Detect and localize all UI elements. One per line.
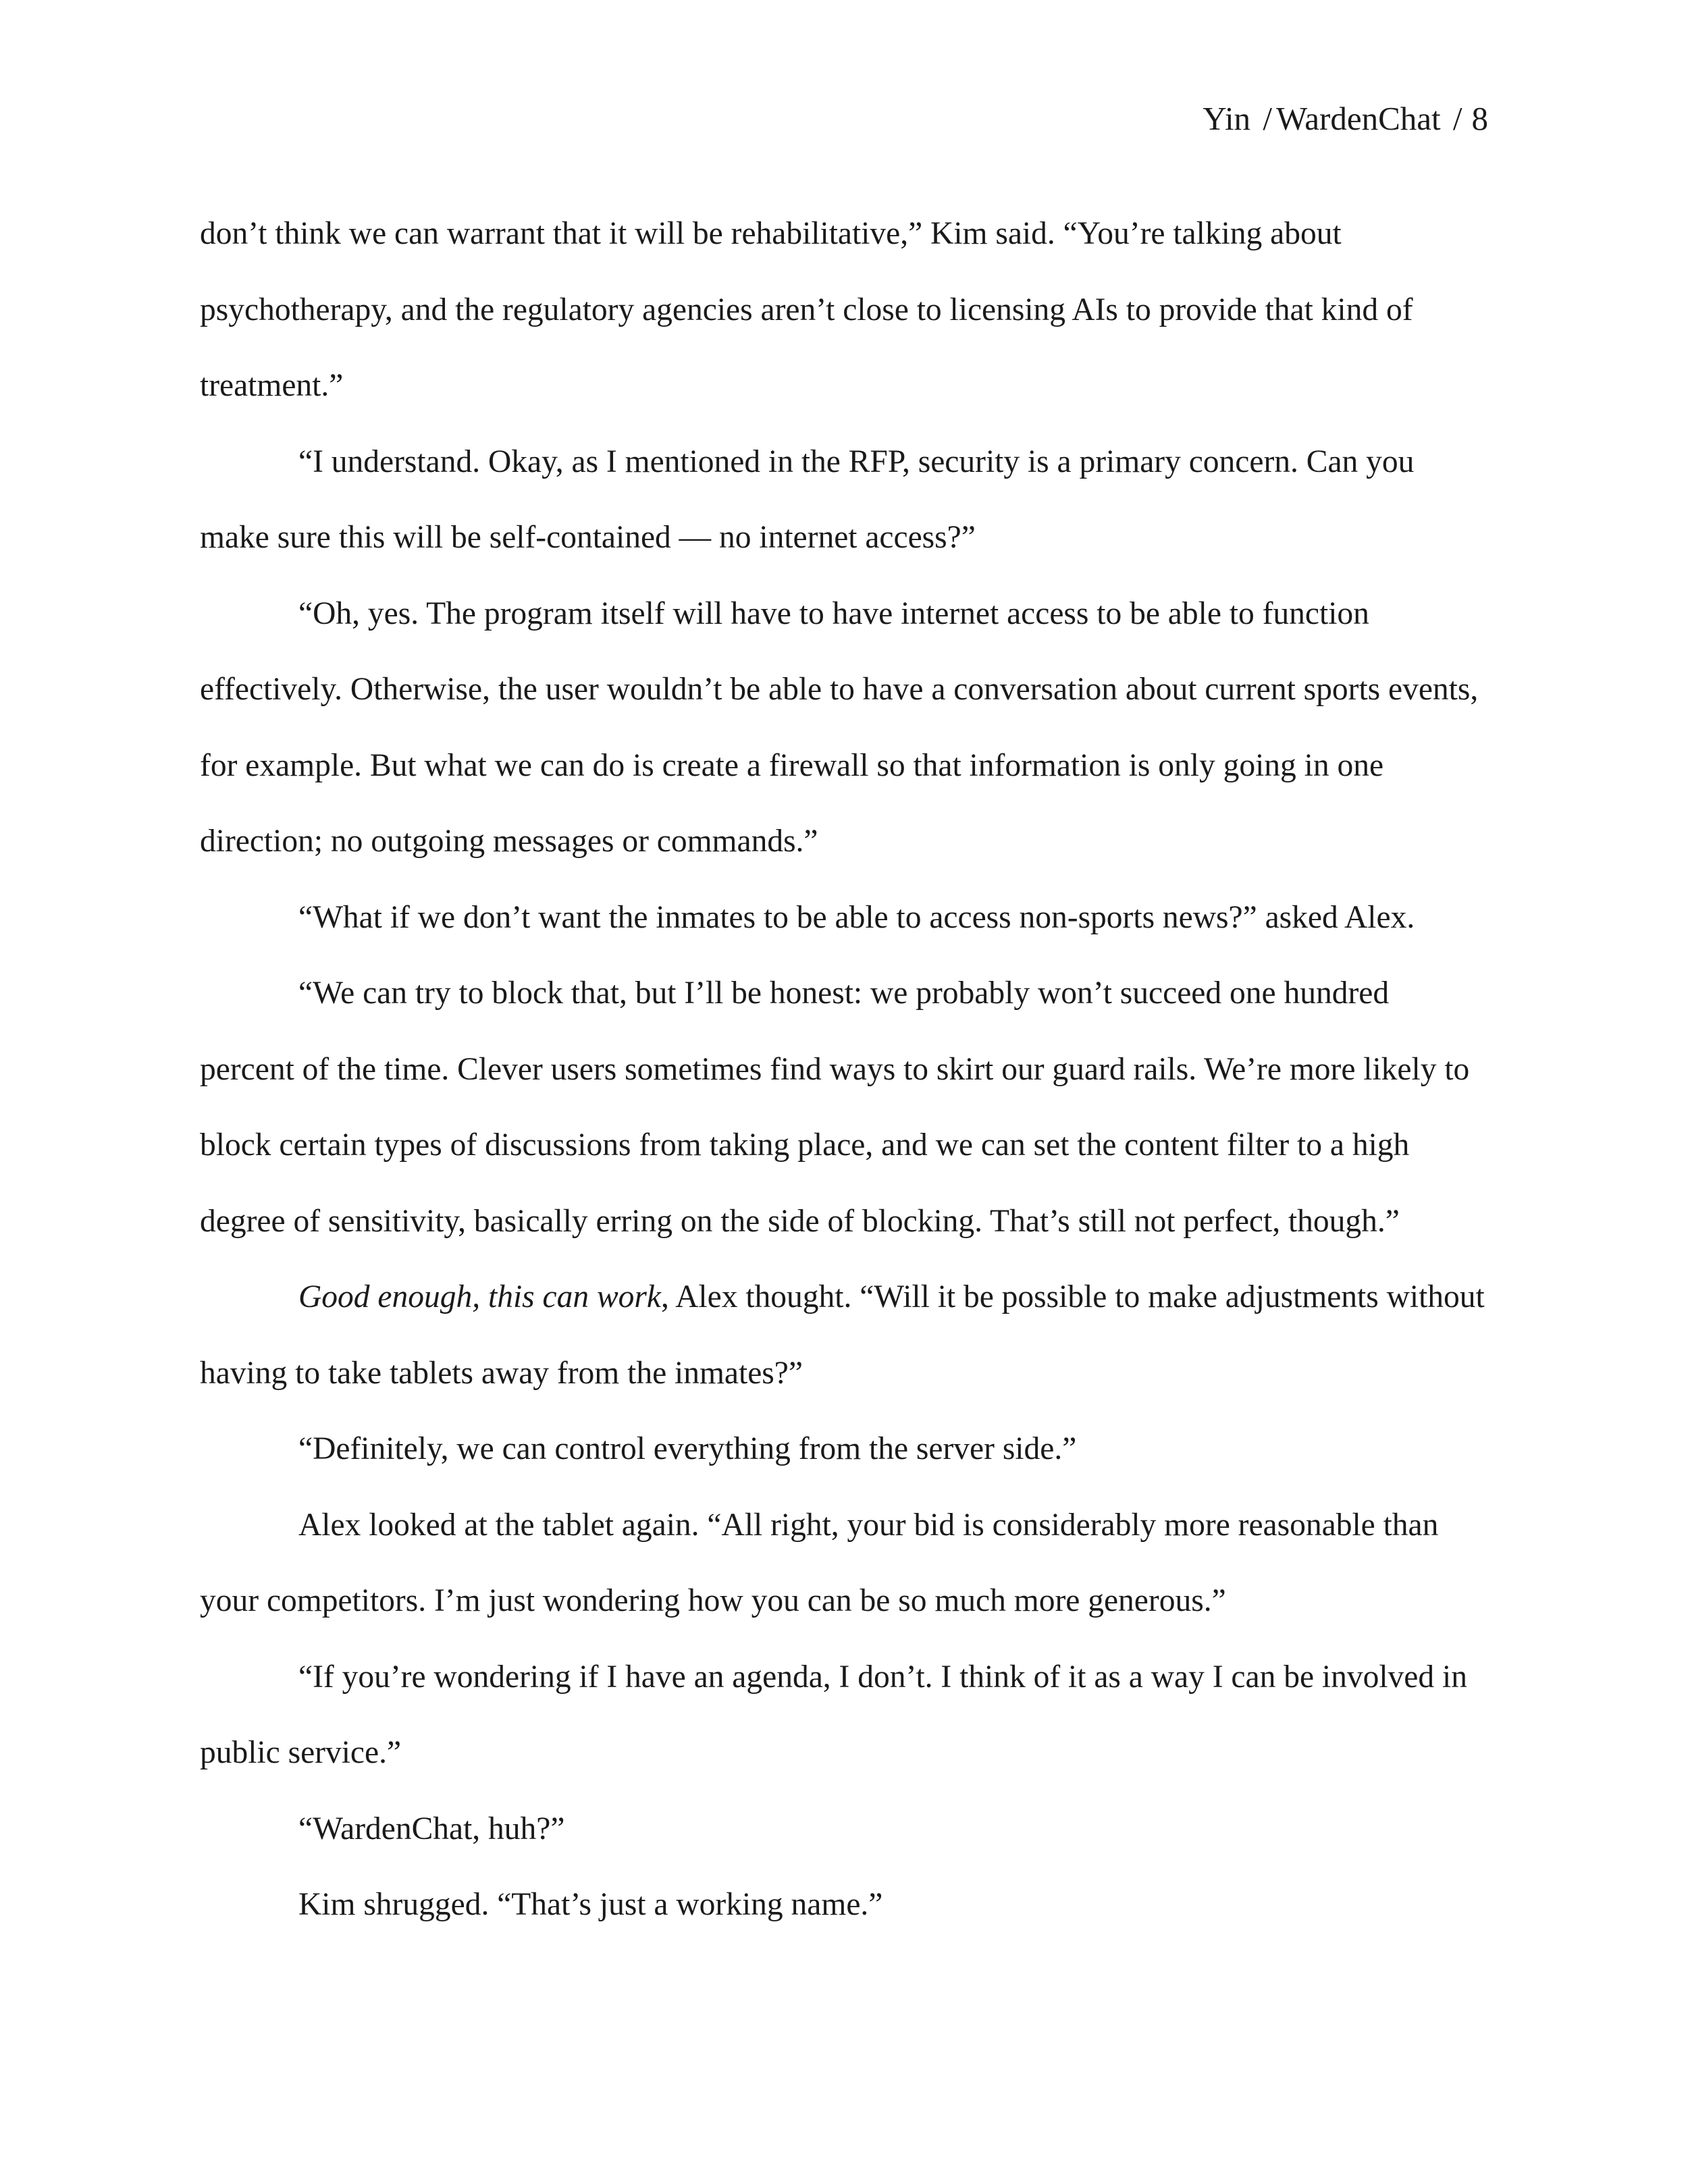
header-author: Yin — [1203, 100, 1251, 137]
running-head — [1203, 99, 1488, 139]
italic-thought: Good enough, this can work — [298, 1279, 661, 1314]
paragraph: “I understand. Okay, as I mentioned in the RFP, security is a primary concern. Can you make sure this will be self-contained — no internet access?” — [200, 444, 1415, 555]
header-separator-2: / — [1452, 100, 1462, 137]
paragraph: “We can try to block that, but I’ll be honest: we probably won’t succeed one hundred percent of the time. Clever users sometimes find ways to skirt our guard rails. We’re more likely to block certain types of discussions from taking place, and we can set the content filter to a high degree of sensitivity, basically erring on the side of blocking. That’s still not perfect, though.” — [200, 976, 1470, 1239]
header-title: WardenChat — [1275, 100, 1441, 137]
paragraph: “WardenChat, huh?” — [298, 1811, 565, 1846]
page-number: 8 — [1471, 100, 1488, 137]
manuscript-body — [200, 196, 1491, 1943]
paragraph: “If you’re wondering if I have an agenda, I don’t. I think of it as a way I can be involved in public service.” — [200, 1659, 1467, 1770]
paragraph: Kim shrugged. “That’s just a working name.” — [298, 1887, 883, 1922]
paragraph: “Definitely, we can control everything from the server side.” — [298, 1431, 1077, 1466]
paragraph-continued: don’t think we can warrant that it will be rehabilitative,” Kim said. “You’re talking about psychotherapy, and the regulatory agencies aren’t close to licensing AIs to provide that kind of treatment.” — [200, 216, 1413, 403]
paragraph: Alex looked at the tablet again. “All right, your bid is considerably more reasonable than your competitors. I’m just wondering how you can be so much more generous.” — [200, 1507, 1439, 1618]
paragraph: “What if we don’t want the inmates to be able to access non-sports news?” asked Alex. — [298, 899, 1415, 935]
paragraph-text: , Alex thought. “Will it be possible to make adjustments without having to take tablets away from the inmates?” — [200, 1279, 1485, 1391]
paragraph — [200, 1259, 1491, 1411]
paragraph: “Oh, yes. The program itself will have to have internet access to be able to function effectively. Otherwise, the user wouldn’t be able to have a conversation about current sports events, for example. But what we can do is create a firewall so that information is only going in one direction; no outgoing messages or commands.” — [200, 595, 1479, 859]
header-separator: / — [1263, 100, 1272, 137]
